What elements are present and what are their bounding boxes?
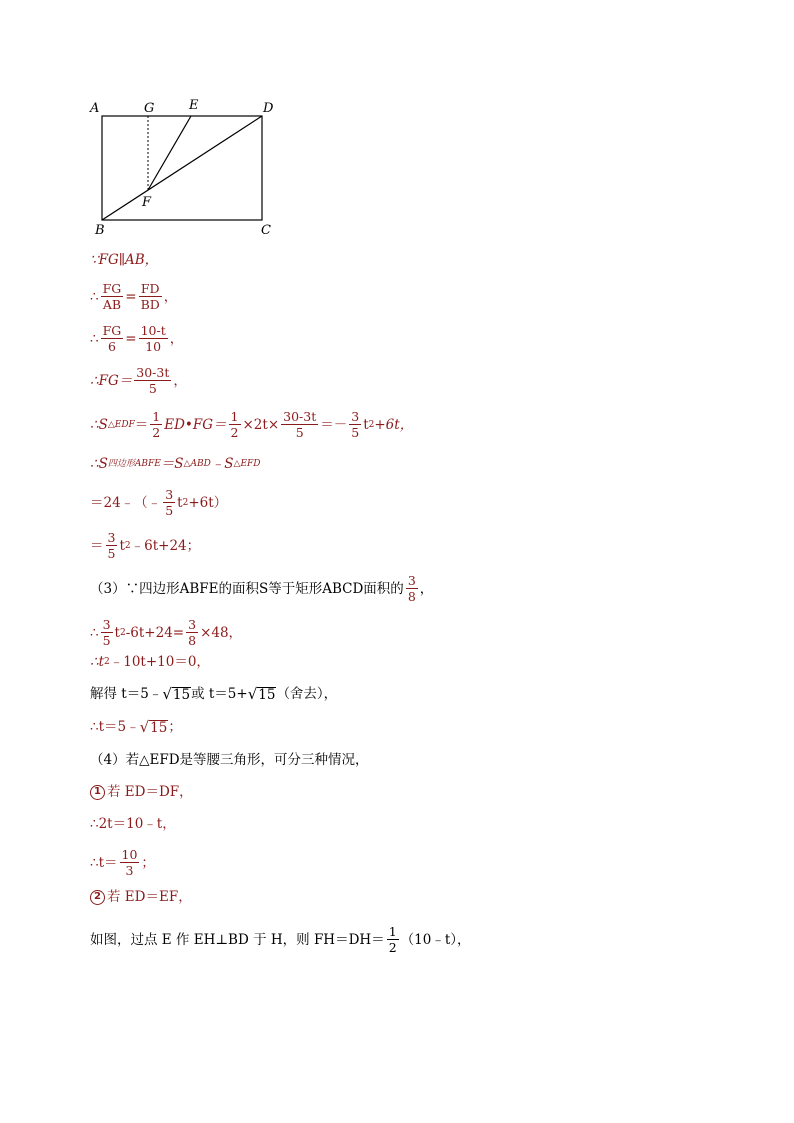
punct: ； <box>141 854 155 871</box>
exponent: 2 <box>124 540 131 551</box>
subscript: △ABD <box>183 459 211 469</box>
solution-line-11 <box>90 653 210 671</box>
denominator: BD <box>140 297 160 312</box>
denominator: 6 <box>107 339 116 354</box>
line-text: ∴S <box>90 456 108 472</box>
solution-line-2 <box>90 281 177 312</box>
line-text: 若 ED＝EF， <box>107 889 192 905</box>
sqrt-15: √ 15 <box>247 685 276 703</box>
denominator: 5 <box>165 503 174 518</box>
line-text: （10﹣t）， <box>400 931 471 948</box>
punct: ， <box>173 372 187 389</box>
line-text: ∴t＝5﹣ <box>90 719 140 735</box>
line-text: 或 t＝5+ <box>191 686 248 702</box>
equals: ＝ <box>134 416 149 433</box>
line-text: ∴FG＝ <box>90 372 133 389</box>
solution-line-8 <box>90 530 200 561</box>
line-text: （4）若△EFD是等腰三角形，可分三种情况， <box>90 752 369 768</box>
rectangle-figure <box>0 0 794 245</box>
subscript: △EDF <box>107 419 135 430</box>
line-text: ×48， <box>200 624 243 641</box>
denominator: 10 <box>145 339 162 354</box>
solution-line-3 <box>90 323 183 354</box>
line-text: ＝－ <box>320 416 348 433</box>
punct: ， <box>419 580 434 597</box>
denominator: 2 <box>388 940 397 955</box>
radicand: 15 <box>172 686 191 703</box>
fraction <box>186 617 198 648</box>
solution-line-18 <box>90 888 192 906</box>
numerator: 10 <box>121 847 138 862</box>
line-text: ED•FG＝ <box>164 416 227 433</box>
fraction-fg-6 <box>101 323 124 354</box>
punct: ， <box>169 330 184 347</box>
solution-line-16 <box>90 815 176 833</box>
denominator: 5 <box>107 546 116 561</box>
exponent: 2 <box>119 627 126 638</box>
line-text: ∴t＝ <box>90 854 118 871</box>
variable-t: t <box>177 494 183 511</box>
denominator: 5 <box>295 425 304 440</box>
solution-line-17 <box>90 847 155 878</box>
line-text: +6t） <box>188 494 228 511</box>
solution-line-7 <box>90 487 227 518</box>
segment-ef <box>148 116 191 190</box>
label-f: F <box>142 195 152 210</box>
variable-t: t <box>119 537 125 554</box>
circled-number: 1 <box>90 785 105 800</box>
exponent: 2 <box>182 497 189 508</box>
variable-t: t <box>363 416 369 433</box>
numerator: 30-3t <box>283 409 317 424</box>
punct: ； <box>168 719 182 735</box>
line-text: 若 ED＝DF， <box>107 784 193 800</box>
fraction <box>163 487 175 518</box>
solution-line-5 <box>90 409 413 440</box>
label-g: G <box>144 101 155 116</box>
numerator: 1 <box>388 924 397 939</box>
fraction <box>101 617 113 648</box>
denominator: 5 <box>148 381 157 396</box>
therefore-sign: ∴ <box>90 330 99 347</box>
label-b: B <box>95 223 105 238</box>
numerator: 3 <box>107 530 116 545</box>
numerator: 10-t <box>140 323 166 338</box>
numerator: 1 <box>230 409 239 424</box>
denominator: 2 <box>152 425 161 440</box>
fraction <box>120 847 140 878</box>
numerator: 3 <box>165 487 174 502</box>
fraction <box>106 530 118 561</box>
sqrt-15: √ 15 <box>139 718 168 736</box>
denominator: 2 <box>230 425 239 440</box>
numerator: FD <box>140 281 160 296</box>
line-text: ×2t× <box>242 416 280 433</box>
sqrt-15: √ 15 <box>162 685 191 703</box>
solution-line-19 <box>90 924 471 955</box>
fraction-10-t <box>139 323 168 354</box>
line-text: ＝24﹣（﹣ <box>90 494 162 511</box>
solution-line-13 <box>90 718 182 736</box>
line-text: -6t+24= <box>125 624 185 641</box>
denominator: 3 <box>125 863 134 878</box>
fraction <box>387 924 399 955</box>
solution-line-4 <box>90 365 187 396</box>
numerator: 30-3t <box>136 365 170 380</box>
solution-line-6 <box>90 455 261 473</box>
fraction <box>229 409 241 440</box>
solution-line-14 <box>90 751 369 769</box>
line-text: 如图，过点 E 作 EH⊥BD 于 H，则 FH＝DH＝ <box>90 931 385 948</box>
solution-line-1 <box>90 251 158 269</box>
punct: ， <box>163 288 178 305</box>
denominator: 8 <box>188 633 197 648</box>
line-text: ∴2t＝10﹣t， <box>90 816 176 832</box>
line-text: ＝S <box>160 456 184 472</box>
label-c: C <box>261 223 271 238</box>
fraction <box>406 573 418 604</box>
therefore-sign: ∴ <box>90 624 99 641</box>
therefore-sign: ∴ <box>90 288 99 305</box>
line-text: ＝ <box>90 537 104 554</box>
solution-line-9 <box>90 573 433 604</box>
radicand: 15 <box>150 719 168 736</box>
numerator: 1 <box>152 409 161 424</box>
fraction <box>281 409 318 440</box>
solution-line-15 <box>90 783 193 801</box>
numerator: FG <box>102 281 122 296</box>
fraction <box>150 409 162 440</box>
numerator: 3 <box>102 617 111 632</box>
subscript: 四边形ABFE <box>107 459 161 469</box>
numerator: 3 <box>407 573 416 588</box>
subscript: △EFD <box>233 459 261 469</box>
denominator: 5 <box>102 633 111 648</box>
radicand: 15 <box>258 686 276 703</box>
label-d: D <box>263 101 274 116</box>
line-text: ﹣S <box>210 456 234 472</box>
fraction <box>349 409 361 440</box>
line-text: （舍去）， <box>276 686 338 702</box>
line-text: ﹣10t+10＝0， <box>109 654 210 670</box>
line-text: +6t， <box>374 416 414 433</box>
fraction <box>134 365 171 396</box>
line-text: （3）∵四边形ABFE的面积S等于矩形ABCD面积的 <box>90 580 404 597</box>
line-text: ∴t <box>90 654 105 670</box>
exponent: 2 <box>104 657 110 667</box>
line-text: ﹣6t+24； <box>130 537 201 554</box>
numerator: FG <box>102 323 122 338</box>
variable-t: t <box>114 624 120 641</box>
line-text: ∵FG∥AB， <box>90 252 159 268</box>
numerator: 3 <box>188 617 197 632</box>
numerator: 3 <box>351 409 360 424</box>
line-text: 解得 t＝5﹣ <box>90 686 163 702</box>
fraction-fd-bd <box>139 281 162 312</box>
denominator: AB <box>102 297 122 312</box>
fraction-fg-ab <box>101 281 124 312</box>
equals: = <box>125 330 137 347</box>
line-text: ∴S <box>90 416 108 433</box>
circled-number: 2 <box>90 890 105 905</box>
label-e: E <box>189 98 199 113</box>
solution-line-10 <box>90 617 242 648</box>
exponent: 2 <box>368 419 375 430</box>
label-a: A <box>90 101 100 116</box>
denominator: 8 <box>407 589 416 604</box>
solution-line-12 <box>90 685 337 703</box>
equals: = <box>125 288 137 305</box>
denominator: 5 <box>351 425 360 440</box>
